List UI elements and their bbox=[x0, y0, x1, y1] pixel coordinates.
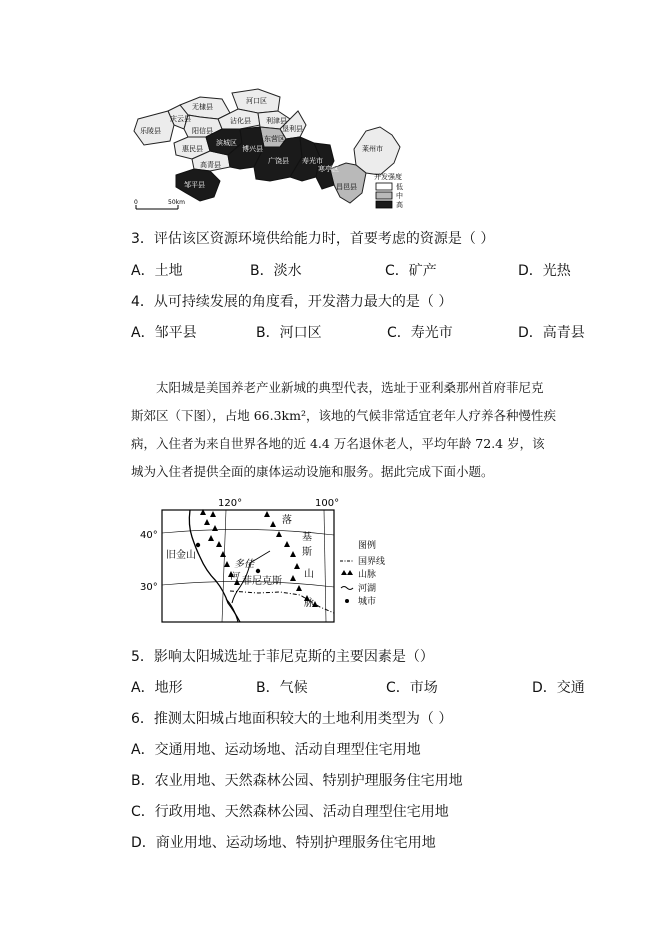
legend2-city: 城市 bbox=[358, 597, 377, 607]
development-intensity-map bbox=[130, 85, 410, 215]
label-boxing: 博兴县 bbox=[242, 145, 263, 153]
legend2-mountain: 山脉 bbox=[358, 570, 377, 580]
label-hanting: 寒亭区 bbox=[318, 165, 339, 173]
lon-120: 120° bbox=[218, 498, 243, 509]
label-lijin: 利津县 bbox=[266, 117, 287, 125]
label-guangrao: 广饶县 bbox=[268, 157, 289, 165]
q4-option-c[interactable]: C．寿光市 bbox=[387, 325, 453, 341]
passage-line-4: 城为入住者提供全面的康体运动设施和服务。据此完成下面小题。 bbox=[131, 464, 494, 479]
lat-40: 40° bbox=[140, 530, 158, 541]
q4-option-a[interactable]: A．邹平县 bbox=[131, 325, 197, 341]
passage-line-3: 病，入住者为来自世界各地的近 4.4 万名退休老人，平均年龄 72.4 岁，该 bbox=[131, 436, 545, 451]
q3-option-a[interactable]: A．土地 bbox=[131, 263, 183, 279]
q5-option-a[interactable]: A．地形 bbox=[131, 680, 183, 696]
label-phoenix: 菲尼克斯 bbox=[242, 576, 282, 587]
legend2-border: 国界线 bbox=[358, 557, 386, 567]
label-mountain-si: 斯 bbox=[302, 547, 312, 558]
map1-legend bbox=[374, 172, 403, 209]
label-desert: 多佳 bbox=[234, 559, 254, 570]
lon-100: 100° bbox=[315, 498, 340, 509]
label-zhanhua: 沾化县 bbox=[230, 117, 251, 125]
label-shan: 山 bbox=[304, 569, 314, 580]
label-ji: 基 bbox=[302, 532, 312, 543]
label-luo: 落 bbox=[282, 515, 292, 526]
label-mai: 脉 bbox=[304, 598, 314, 609]
q6-option-b[interactable]: B．农业用地、天然森林公园、特别护理服务住宅用地 bbox=[131, 773, 463, 789]
label-yangxin: 阳信县 bbox=[192, 127, 213, 135]
label-san-francisco: 旧金山 bbox=[166, 550, 196, 561]
q3-option-c[interactable]: C．矿产 bbox=[385, 263, 437, 279]
legend-high: 高 bbox=[396, 201, 403, 209]
label-gaoqing: 高青县 bbox=[200, 161, 221, 169]
q5-option-d[interactable]: D．交通 bbox=[532, 680, 585, 696]
label-shouguang: 寿光市 bbox=[302, 157, 323, 165]
lat-30: 30° bbox=[140, 582, 158, 593]
label-river: 河 bbox=[230, 572, 240, 582]
q4-option-b[interactable]: B．河口区 bbox=[256, 325, 322, 341]
label-kenli: 垦利县 bbox=[282, 125, 303, 133]
scale-dist: 50km bbox=[168, 199, 185, 206]
label-dongying: 东营区 bbox=[264, 135, 285, 143]
passage-line-1: 太阳城是美国养老产业新城的典型代表，选址于亚利桑那州首府菲尼克 bbox=[156, 380, 544, 395]
label-hekou: 河口区 bbox=[246, 97, 267, 105]
label-changyi: 昌邑县 bbox=[336, 183, 357, 191]
legend-low: 低 bbox=[396, 183, 403, 191]
phoenix-location-map bbox=[130, 495, 400, 630]
label-laizhou: 莱州市 bbox=[362, 145, 383, 153]
question-5-stem: 5．影响太阳城选址于菲尼克斯的主要因素是（） bbox=[131, 649, 434, 665]
label-wudi: 无棣县 bbox=[192, 103, 213, 111]
q3-option-d[interactable]: D．光热 bbox=[518, 263, 571, 279]
legend2-title: 图例 bbox=[358, 541, 377, 551]
legend-title: 开发强度 bbox=[374, 173, 402, 181]
legend-mid: 中 bbox=[396, 192, 403, 200]
q5-option-c[interactable]: C．市场 bbox=[386, 680, 438, 696]
q6-option-d[interactable]: D．商业用地、运动场地、特别护理服务住宅用地 bbox=[131, 835, 436, 851]
label-laoling: 乐陵县 bbox=[140, 127, 161, 135]
q5-option-b[interactable]: B．气候 bbox=[256, 680, 308, 696]
city-phoenix bbox=[256, 569, 260, 573]
map2-legend bbox=[340, 539, 385, 607]
q6-option-c[interactable]: C．行政用地、天然森林公园、活动自理型住宅用地 bbox=[131, 804, 449, 820]
q6-option-a[interactable]: A．交通用地、运动场地、活动自理型住宅用地 bbox=[131, 742, 421, 758]
passage-line-2: 斯郊区（下图），占地 66.3km²，该地的气候非常适宜老年人疗养各种慢性疾 bbox=[131, 408, 556, 423]
scale-zero: 0 bbox=[134, 199, 138, 206]
label-qingyun: 庆云县 bbox=[170, 115, 191, 123]
question-3-stem: 3．评估该区资源环境供给能力时，首要考虑的资源是（ ） bbox=[131, 231, 495, 247]
label-zouping: 邹平县 bbox=[184, 181, 205, 189]
reading-passage bbox=[131, 374, 606, 486]
city-san-francisco bbox=[196, 543, 200, 547]
q3-option-b[interactable]: B．淡水 bbox=[250, 263, 302, 279]
question-4-stem: 4．从可持续发展的角度看，开发潜力最大的是（ ） bbox=[131, 294, 453, 310]
question-6-stem: 6．推测太阳城占地面积较大的土地利用类型为（ ） bbox=[131, 711, 453, 727]
legend2-river: 河湖 bbox=[358, 584, 377, 594]
q4-option-d[interactable]: D．高青县 bbox=[518, 325, 585, 341]
label-huimin: 惠民县 bbox=[182, 145, 203, 153]
map1-scale-bar bbox=[134, 199, 185, 209]
label-binchengqu: 滨城区 bbox=[216, 139, 237, 147]
